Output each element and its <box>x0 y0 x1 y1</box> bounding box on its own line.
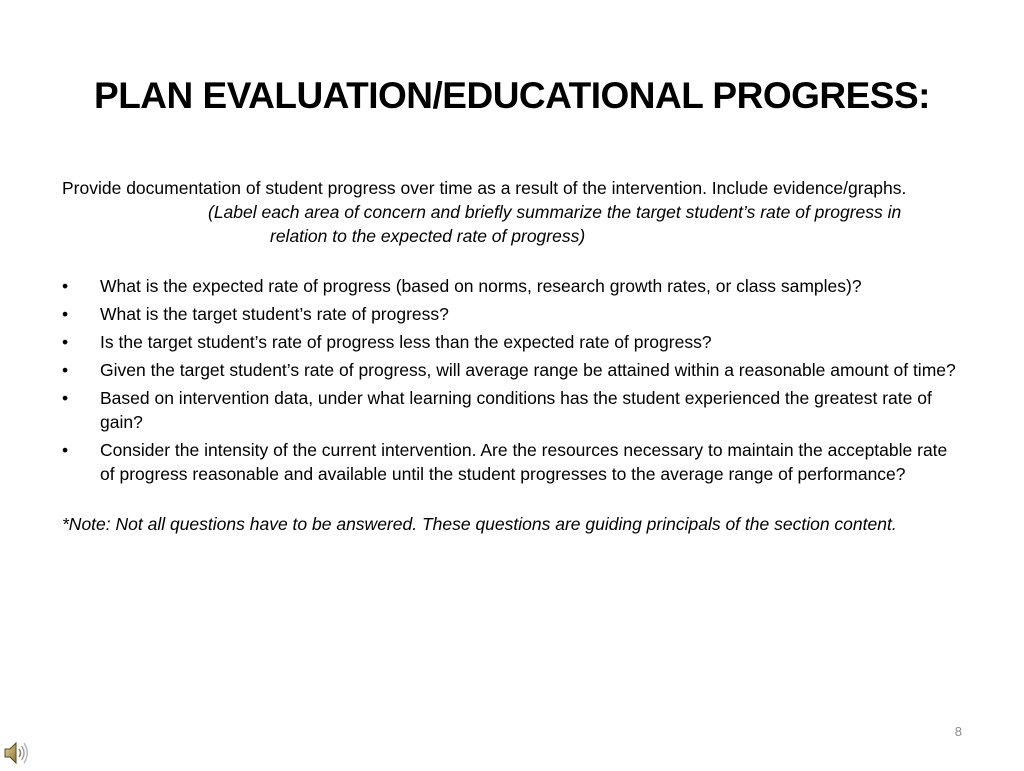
bullet: • <box>62 304 69 324</box>
slide-body <box>62 176 962 536</box>
list-item <box>62 358 962 382</box>
list-item <box>62 386 962 434</box>
question-text: Based on intervention data, under what learning conditions has the student experienced the greatest rate of gain? <box>100 388 932 432</box>
slide-title: PLAN EVALUATION/EDUCATIONAL PROGRESS: <box>94 75 930 116</box>
question-text: What is the expected rate of progress (based on norms, research growth rates, or class samples)? <box>100 276 862 296</box>
speaker-icon[interactable] <box>2 740 30 766</box>
bullet: • <box>62 388 69 408</box>
question-list <box>62 274 962 486</box>
question-text: Consider the intensity of the current intervention. Are the resources necessary to maintain the acceptable rate of progress reasonable and available until the student progresses to the average range of performance? <box>100 440 948 484</box>
note-text: *Note: Not all questions have to be answered. These questions are guiding principals of the section content. <box>62 514 897 534</box>
list-item <box>62 330 962 354</box>
instruction-text: (Label each area of concern and briefly summarize the target student’s rate of progress in relation to the expected rate of progress) <box>208 202 902 246</box>
bullet: • <box>62 276 69 296</box>
page-number: 8 <box>954 724 962 739</box>
speaker-icon-graphic <box>2 740 30 766</box>
question-text: Given the target student’s rate of progress, will average range be attained within a reasonable amount of time? <box>100 360 956 380</box>
intro-text: Provide documentation of student progress over time as a result of the intervention. Include evidence/graphs. <box>62 178 907 198</box>
list-item <box>62 274 962 298</box>
bullet: • <box>62 332 69 352</box>
list-item <box>62 438 962 486</box>
bullet: • <box>62 360 69 380</box>
bullet: • <box>62 440 69 460</box>
list-item <box>62 302 962 326</box>
question-text: What is the target student’s rate of progress? <box>100 304 449 324</box>
question-text: Is the target student’s rate of progress less than the expected rate of progress? <box>100 332 712 352</box>
